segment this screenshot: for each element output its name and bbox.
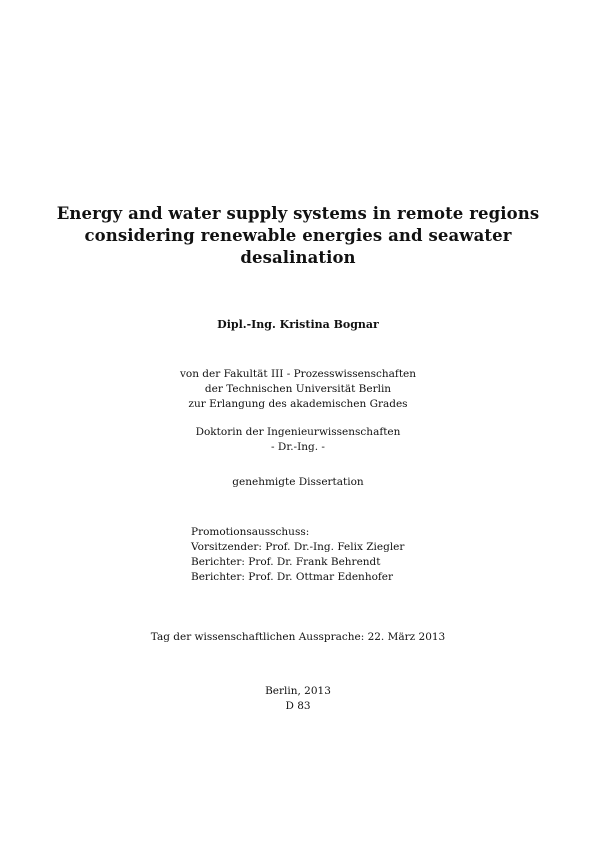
city-year: Berlin, 2013 (265, 685, 331, 697)
committee-reviewer-2: Berichter: Prof. Dr. Ottmar Edenhofer (191, 571, 394, 583)
degree-line-1: Doktorin der Ingenieurwissenschaften (195, 426, 401, 438)
committee-reviewer-1: Berichter: Prof. Dr. Frank Behrendt (191, 556, 381, 568)
approved-dissertation: genehmigte Dissertation (232, 476, 364, 488)
place-and-year (0, 684, 596, 714)
author-name: Dipl.-Ing. Kristina Bognar (217, 318, 379, 331)
committee-heading: Promotionsausschuss: (191, 526, 310, 538)
committee-chair: Vorsitzender: Prof. Dr.-Ing. Felix Ziegler (191, 541, 405, 553)
title-line-1: Energy and water supply systems in remote regions (56, 204, 540, 223)
faculty-line-3: zur Erlangung des akademischen Grades (188, 398, 408, 410)
faculty-line-2: der Technischen Universität Berlin (204, 383, 392, 395)
title-line-3: desalination (240, 248, 356, 267)
dissertation-code: D 83 (285, 700, 311, 712)
committee-block (191, 525, 404, 585)
defense-date: Tag der wissenschaftlichen Aussprache: 22. März 2013 (150, 631, 446, 643)
degree-line-2: - Dr.-Ing. - (271, 441, 325, 453)
dissertation-title (0, 203, 596, 269)
faculty-statement (0, 367, 596, 412)
faculty-line-1: von der Fakultät III - Prozesswissenschaften (179, 368, 417, 380)
title-line-2: considering renewable energies and seawater (84, 226, 512, 245)
degree-statement (0, 425, 596, 455)
